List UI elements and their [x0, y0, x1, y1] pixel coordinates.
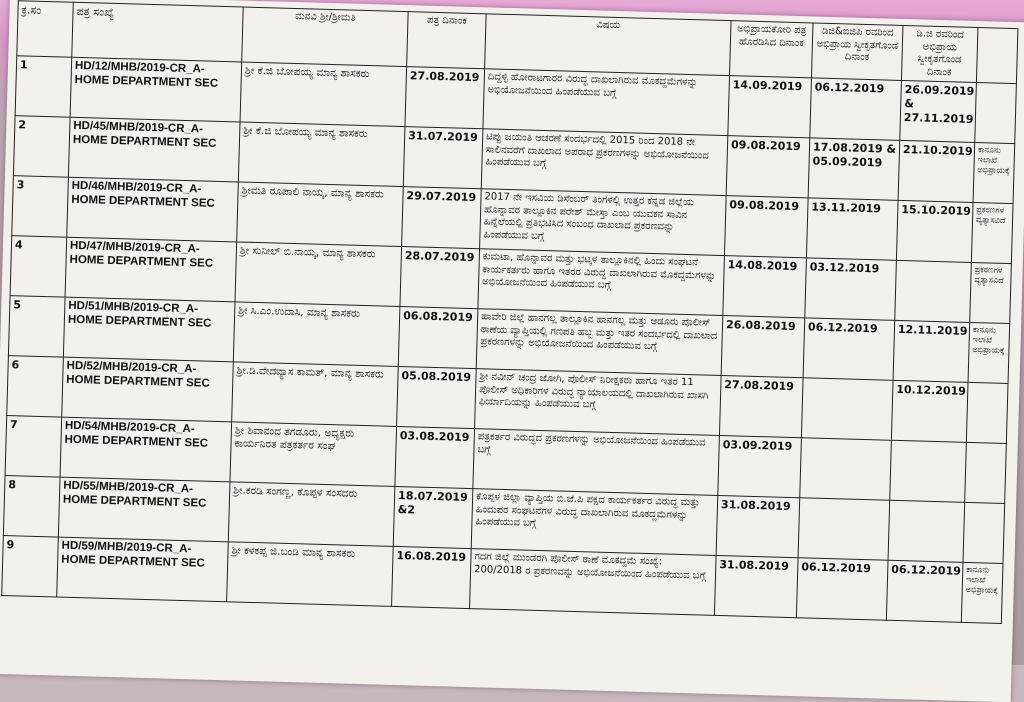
row-remarks: ಕಾನೂನು ಇಲಾಖೆ ಅಭಿಪ್ರಾಯಕ್ಕೆ	[973, 142, 1015, 203]
row-petitioner: ಶ್ರೀ ಸಿ.ಎಂ.ಉದಾಸಿ, ಮಾನ್ಯ ಶಾಸಕರು	[233, 302, 400, 367]
row-remarks: ಕಾನೂನು ಇಲಾಖೆ ಅಭಿಪ್ರಾಯಕ್ಕೆ	[961, 562, 1003, 623]
row-dg-received: 10.12.2019	[891, 380, 968, 442]
row-sl-no: 3	[12, 176, 69, 238]
cases-table	[1, 0, 1018, 624]
row-subject: ಕುಮಟಾ, ಹೊನ್ನಾವರ ಮತ್ತು ಭಟ್ಕಳ ತಾಲ್ಲೂಕಿನಲ್ಲಿ ಹಿಂದು ಸಂಘಟನೆ ಕಾರ್ಯಕರ್ತರು ಹಾಗೂ ಇತರರ ವಿರುದ್ಧ ದಾಖಲಾಗಿರುವ ಮೊಕದ್ದಮೆಗಳನ್ನು ಅಭಿಯೋಜನೆಯಿಂದ ಹಿಂಪಡೆಯುವ ಬಗ್ಗೆ	[478, 249, 725, 316]
row-dgp-received: 03.12.2019	[805, 258, 897, 320]
row-letter-date: 03.08.2019	[395, 426, 475, 488]
row-remarks	[975, 83, 1017, 144]
header-petitioner: ಮನವಿ ಶ್ರೀ/ಶ್ರೀಮತಿ	[242, 7, 408, 67]
row-letter-date: 31.07.2019	[403, 127, 483, 189]
row-dgp-received: 06.12.2019	[796, 558, 888, 620]
row-opinion-sent: 14.08.2019	[723, 256, 807, 318]
row-dg-received: 12.11.2019	[893, 320, 970, 382]
row-sl-no: 7	[5, 416, 62, 478]
row-opinion-sent: 09.08.2019	[726, 136, 810, 198]
header-subject: ವಿಷಯ	[485, 14, 731, 76]
row-remarks	[963, 502, 1005, 563]
header-remarks	[976, 28, 1018, 84]
row-file-no: HD/52/MHB/2019-CR_A-HOME DEPARTMENT SEC	[62, 357, 234, 422]
row-opinion-sent: 09.08.2019	[724, 196, 808, 258]
row-subject: ಗದಗ ಜಿಲ್ಲೆ ಮುಂಡರಗಿ ಪೊಲೀಸ್ ಠಾಣೆ ಮೊಕದ್ದಮೆ ಸಂಖ್ಯೆ: 200/2018 ರ ಪ್ರಕರಣವನ್ನು ಅಭಿಯೋಜನೆಯಿಂದ ಹಿಂಪಡೆಯುವ ಬಗ್ಗೆ	[470, 549, 717, 616]
row-opinion-sent: 26.08.2019	[721, 316, 805, 378]
row-letter-date: 27.08.2019	[405, 67, 485, 129]
row-file-no: HD/55/MHB/2019-CR_A-HOME DEPARTMENT SEC	[58, 477, 230, 542]
row-dgp-received: 06.12.2019	[803, 318, 895, 380]
row-sl-no: 2	[13, 116, 70, 178]
row-sl-no: 6	[7, 356, 64, 418]
row-petitioner: ಶ್ರೀ ಶಿವಾನಂದ ತಗಡೂರು, ಅಧ್ಯಕ್ಷರು ಕಾರ್ಯನಿರತ ಪತ್ರಕರ್ತರ ಸಂಘ	[230, 422, 397, 487]
row-petitioner: ಶ್ರೀಮತಿ ರೂಪಾಲಿ ನಾಯ್ಕ, ಮಾನ್ಯ ಶಾಸಕರು	[237, 182, 404, 247]
row-subject: ದಿದ್ದಳ್ಳಿ ಹೋರಾಟಗಾರರ ವಿರುದ್ಧ ದಾಖಲಾಗಿರುವ ಮೊಕದ್ದಮೆಗಳನ್ನು ಅಭಿಯೋಜನೆಯಿಂದ ಹಿಂಪಡೆಯುವ ಬಗ್ಗೆ	[483, 69, 730, 136]
row-subject: ಟಿಪ್ಪು ಜಯಂತಿ ಆಚರಣೆ ಸಂದರ್ಭದಲ್ಲಿ 2015 ರಿಂದ 2018 ನೇ ಸಾಲಿನವರೆಗೆ ದಾಖಲಾದ ಅಪರಾಧ ಪ್ರಕರಣಗಳನ್ನು ಅಭಿಯೋಜನೆಯಿಂದ ಹಿಂಪಡೆಯುವ ಬಗ್ಗೆ	[481, 129, 728, 196]
row-sl-no: 4	[10, 236, 67, 298]
row-remarks	[965, 442, 1007, 503]
row-opinion-sent: 03.09.2019	[718, 435, 802, 497]
row-dg-received	[890, 440, 967, 502]
header-file-no: ಪತ್ರ ಸಂಖ್ಯೆ	[72, 2, 243, 62]
row-dg-received: 06.12.2019	[886, 560, 963, 622]
row-petitioner: ಶ್ರೀ.ಕರಡಿ ಸಂಗಣ್ಣ, ಕೊಪ್ಪಳ ಸಂಸದರು	[228, 482, 395, 547]
row-dgp-received: 06.12.2019	[810, 78, 902, 140]
header-dg-received: ಡಿ.ಜಿ ರವರಿಂದ ಅಭಿಪ್ರಾಯ ಸ್ವೀಕೃತಗೊಂಡ ದಿನಾಂಕ	[901, 25, 978, 82]
row-opinion-sent: 31.08.2019	[716, 495, 800, 557]
row-petitioner: ಶ್ರೀ ಕೆ.ಜಿ ಬೋಪಯ್ಯ ಮಾನ್ಯ ಶಾಸಕರು	[240, 62, 407, 127]
row-subject: ಕೊಪ್ಪಳ ಜಿಲ್ಲಾ ವ್ಯಾಪ್ತಿಯ ಬಿ.ಜೆ.ಪಿ ಪಕ್ಷದ ಕಾರ್ಯಕರ್ತರ ವಿರುದ್ಧ ಮತ್ತು ಹಿಂದುಪರ ಸಂಘಟನೆಗಳ ವಿರುದ್ಧ ದಾಖಲಾಗಿರುವ ಮೊಕದ್ದಮೆಗಳನ್ನು ಹಿಂಪಡೆಯುವ ಬಗ್ಗೆ	[471, 489, 718, 556]
row-opinion-sent: 14.09.2019	[728, 76, 812, 138]
row-petitioner: ಶ್ರೀ ಕೆ.ಜಿ ಬೋಪಯ್ಯ ಮಾನ್ಯ ಶಾಸಕರು	[238, 122, 405, 187]
row-opinion-sent: 31.08.2019	[714, 555, 798, 617]
row-file-no: HD/47/MHB/2019-CR_A-HOME DEPARTMENT SEC	[65, 237, 237, 302]
header-dgp-received: ಡಿಜಿ&ಐಜಿಪಿ ರವರಿಂದ ಅಭಿಪ್ರಾಯ ಸ್ವೀಕೃತಗೊಂಡ ದಿನಾಂಕ	[811, 23, 903, 80]
row-file-no: HD/46/MHB/2019-CR_A-HOME DEPARTMENT SEC	[67, 177, 239, 242]
row-sl-no: 8	[3, 476, 60, 538]
row-letter-date: 28.07.2019	[400, 247, 480, 309]
row-letter-date: 05.08.2019	[397, 366, 477, 428]
row-letter-date: 16.08.2019	[392, 546, 472, 608]
row-dg-received: 21.10.2019	[898, 140, 975, 202]
row-file-no: HD/45/MHB/2019-CR_A-HOME DEPARTMENT SEC	[68, 117, 240, 182]
row-file-no: HD/59/MHB/2019-CR_A-HOME DEPARTMENT SEC	[57, 537, 229, 602]
row-opinion-sent: 27.08.2019	[719, 376, 803, 438]
row-sl-no: 5	[8, 296, 65, 358]
row-remarks	[966, 382, 1008, 443]
row-subject: 2017 ನೇ ಇಸವಿಯ ಡಿಸೆಂಬರ್ ತಿಂಗಳಲ್ಲಿ ಉತ್ತರ ಕನ್ನಡ ಜಿಲ್ಲೆಯ ಹೊನ್ನಾವರ ತಾಲ್ಲೂಕಿನ ಪರೇಶ್ ಮೇಸ್ತಾ ಎಂಬ ಯುವಕನ ಸಾವಿನ ಹಿನ್ನೆಲೆಯಲ್ಲಿ ಪ್ರತಿಭಟಿಸಿದ ಸಂಬಂಧ ದಾಖಲಾದ ಪ್ರಕರಣವನ್ನು ಹಿಂಪಡೆಯುವ ಬಗ್ಗೆ	[480, 189, 727, 256]
row-dgp-received	[801, 378, 893, 440]
row-dg-received: 15.10.2019	[896, 200, 973, 262]
row-file-no: HD/12/MHB/2019-CR_A-HOME DEPARTMENT SEC	[70, 57, 242, 122]
row-dgp-received	[800, 438, 892, 500]
row-file-no: HD/51/MHB/2019-CR_A-HOME DEPARTMENT SEC	[63, 297, 235, 362]
row-petitioner: ಶ್ರೀ.ಡಿ.ವೇದವ್ಯಾಸ ಕಾಮತ್, ಮಾನ್ಯ ಶಾಸಕರು	[232, 362, 399, 427]
row-subject: ಹಾವೇರಿ ಜಿಲ್ಲೆ ಹಾನಗಲ್ಲ ತಾಲ್ಲೂಕಿನ ಹಾನಗಲ್ಲ ಮತ್ತು ಆಡೂರು ಪೊಲೀಸ್ ಠಾಣೆಯ ವ್ಯಾಪ್ತಿಯಲ್ಲಿ ಗಣಪತಿ ಹಬ್ಬ ಮತ್ತು ಇತರ ಸಂದರ್ಭದಲ್ಲಿ ದಾಖಲಾದ ಪ್ರಕರಣಗಳನ್ನು ಅಭಿಯೋಜನೆಯಿಂದ ಹಿಂಪಡೆಯುವ ಬಗ್ಗೆ	[476, 309, 723, 376]
row-dgp-received: 17.08.2019 & 05.09.2019	[808, 138, 900, 200]
row-file-no: HD/54/MHB/2019-CR_A-HOME DEPARTMENT SEC	[60, 417, 232, 482]
row-dgp-received	[798, 498, 890, 560]
header-letter-date: ಪತ್ರ ದಿನಾಂಕ	[407, 12, 487, 69]
header-sl-no: ಕ್ರ.ಸಂ	[17, 1, 74, 58]
row-remarks: ಪ್ರಕರಣಗಳ ವ್ಯತ್ಯಾಸವಿದೆ	[971, 202, 1013, 263]
row-sl-no: 9	[2, 536, 59, 598]
row-letter-date: 06.08.2019	[398, 307, 478, 369]
row-letter-date: 29.07.2019	[402, 187, 482, 249]
row-remarks: ಪ್ರಕರಣಗಳ ವ್ಯತ್ಯಾಸವಿದೆ	[970, 262, 1012, 323]
row-remarks: ಕಾನೂನು ಇಲಾಖೆ ಅಭಿಪ್ರಾಯಕ್ಕೆ	[968, 322, 1010, 383]
row-subject: ಶ್ರೀ ನವೀನ್ ಚಂದ್ರ ಜೋಗಿ, ಪೊಲೀಸ್ ನಿರೀಕ್ಷಕರು ಹಾಗೂ ಇತರ 11 ಪೊಲೀಸ್ ಅಧಿಕಾರಿಗಳ ವಿರುದ್ಧ ನ್ಯಾಯಾಲಯದಲ್ಲಿ ದಾಖಲಾಗಿರುವ ಖಾಸಗಿ ಫಿರ್ಯಾದಿಯನ್ನು ಹಿಂಪಡೆಯುವ ಬಗ್ಗೆ	[475, 369, 722, 436]
row-petitioner: ಶ್ರೀ ಸುನೀಲ್ ಬಿ.ನಾಯ್ಕ, ಮಾನ್ಯ ಶಾಸಕರು	[235, 242, 402, 307]
row-dgp-received: 13.11.2019	[806, 198, 898, 260]
row-letter-date: 18.07.2019 &2	[393, 486, 473, 548]
row-subject: ಪತ್ರಕರ್ತರ ವಿರುದ್ಧದ ಪ್ರಕರಣಗಳನ್ನು ಅಭಿಯೋಜನೆಯಿಂದ ಹಿಂಪಡೆಯುವ ಬಗ್ಗೆ	[473, 429, 720, 496]
row-sl-no: 1	[15, 56, 72, 118]
row-petitioner: ಶ್ರೀ ಕಳಕಪ್ಪ ಜಿ.ಬಂಡಿ ಮಾನ್ಯ ಶಾಸಕರು	[227, 542, 394, 607]
row-dg-received	[888, 500, 965, 562]
row-dg-received	[895, 260, 972, 322]
row-dg-received: 26.09.2019 & 27.11.2019	[900, 80, 977, 142]
header-opinion-sent: ಅಭಿಪ್ರಾಯಕೋರಿ ಪತ್ರ ಹೊರಡಿಸಿದ ದಿನಾಂಕ	[730, 21, 814, 78]
